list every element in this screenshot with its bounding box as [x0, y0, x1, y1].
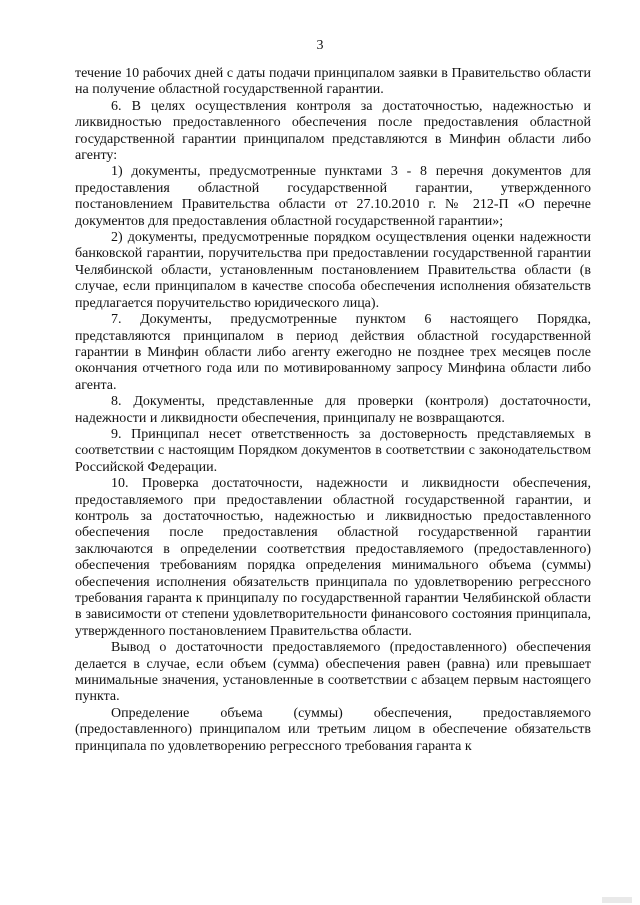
- scan-corner-mark: [602, 897, 632, 903]
- paragraph-subitem-1: 1) документы, предусмотренные пунктами 3 - 8 перечня документов для предоставления областной государственной гарантии, утвержденного постановлением Правительства области от 27.10.2010 г. № 212-П «О перечне документов для предоставления областной государственной гарантии»;: [75, 164, 591, 229]
- paragraph-item-8: 8. Документы, представленные для проверки (контроля) достаточности, надежности и ликвидности обеспечения, принципалу не возвращаются.: [75, 394, 591, 426]
- document-body: [75, 66, 591, 755]
- paragraph-item-10: 10. Проверка достаточности, надежности и ликвидности обеспечения, предоставляемого при предоставлении областной государственной гарантии, и контроль за достаточностью, надежностью и ликвидностью предоставленного обеспечения после предоставления областной государственной гарантии заключаются в определении соответствия предоставляемого (предоставленного) обеспечения требованиям порядка определения минимального объема (суммы) обеспечения исполнения обязательств принципала по удовлетворению регрессного требования гаранта к принципалу по государственной гарантии Челябинской области в зависимости от степени удовлетворительности финансового состояния принципала, утвержденного постановлением Правительства области.: [75, 476, 591, 639]
- paragraph-continuation: течение 10 рабочих дней с даты подачи принципалом заявки в Правительство области на получение областной государственной гарантии.: [75, 66, 591, 98]
- paragraph-subitem-2: 2) документы, предусмотренные порядком осуществления оценки надежности банковской гарантии, поручительства при предоставлении государственной гарантии Челябинской области, установленным постановлением Правительства области (в случае, если принципалом в качестве способа обеспечения исполнения обязательств предлагается поручительство юридического лица).: [75, 230, 591, 311]
- paragraph-item-7: 7. Документы, предусмотренные пунктом 6 настоящего Порядка, представляются принципалом в период действия областной государственной гарантии в Минфин области либо агенту ежегодно не позднее трех месяцев после окончания отчетного года или по мотивированному запросу Минфина области либо агента.: [75, 312, 591, 393]
- paragraph-determination: Определение объема (суммы) обеспечения, предоставляемого (предоставленного) принципалом или третьим лицом в обеспечение обязательств принципала по удовлетворению регрессного требования гаранта к: [75, 705, 591, 754]
- paragraph-item-6: 6. В целях осуществления контроля за достаточностью, надежностью и ликвидностью предоставленного обеспечения после предоставления областной государственной гарантии принципалом представляются в Минфин области либо агенту:: [75, 98, 591, 164]
- paragraph-conclusion: Вывод о достаточности предоставляемого (предоставленного) обеспечения делается в случае, если объем (сумма) обеспечения равен (равна) или превышает минимальные значения, установленные в соответствии с абзацем первым настоящего пункта.: [75, 640, 591, 705]
- page-number: 3: [316, 38, 324, 53]
- paragraph-item-9: 9. Принципал несет ответственность за достоверность представляемых в соответствии с настоящим Порядком документов в соответствии с законодательством Российской Федерации.: [75, 426, 591, 475]
